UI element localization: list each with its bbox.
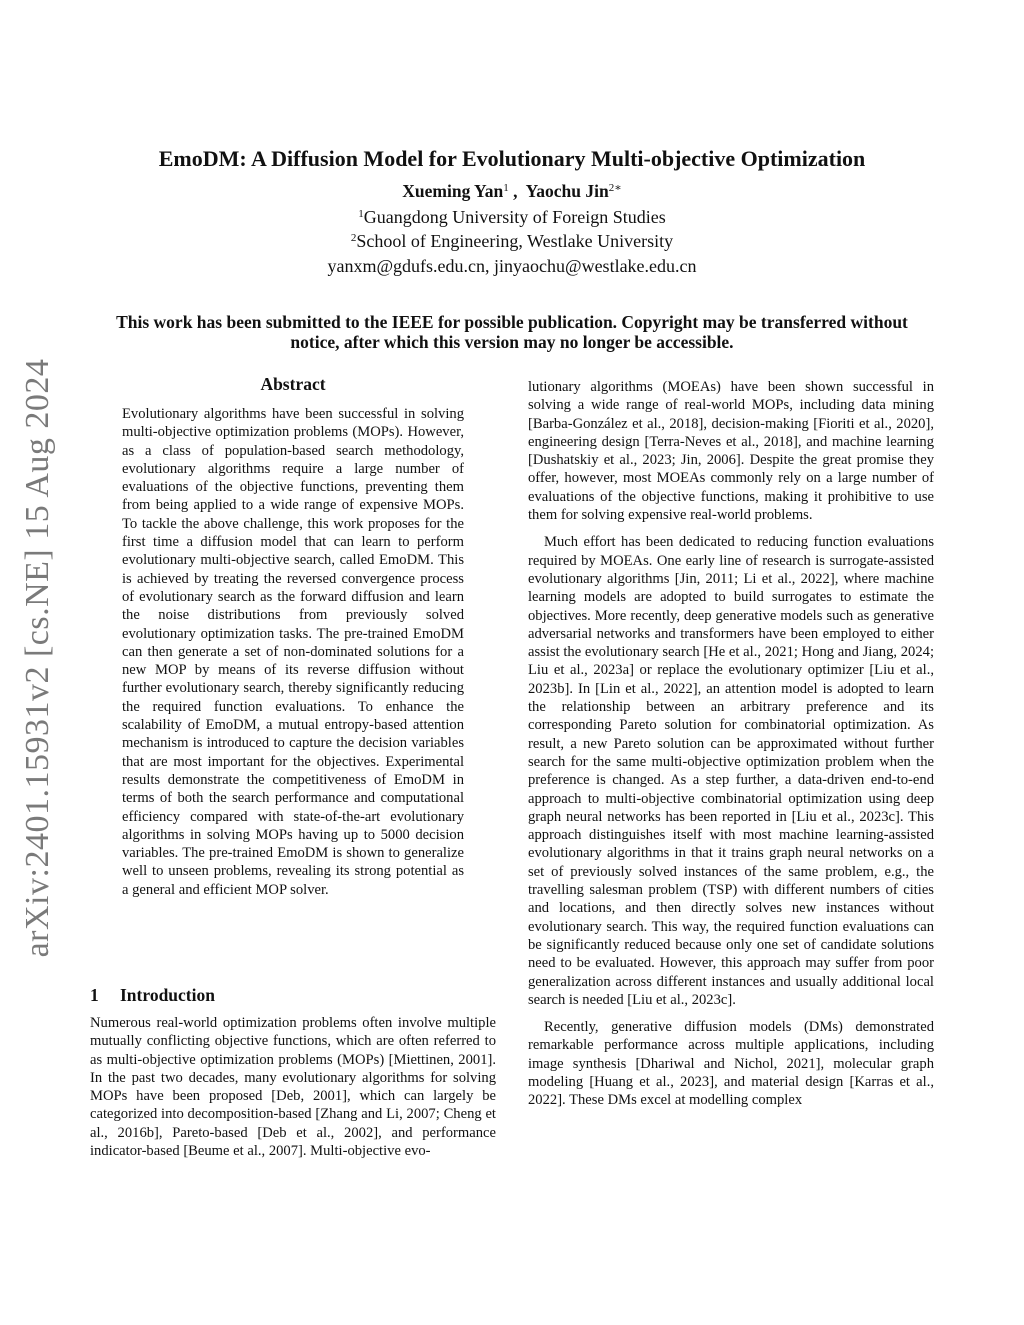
- affiliation: [90, 231, 934, 252]
- author-affil-marker: 1: [503, 182, 509, 194]
- arxiv-side-label: [8, 348, 68, 968]
- arxiv-identifier: arXiv:2401.15931v2 [cs.NE] 15 Aug 2024: [19, 358, 56, 958]
- right-column: [528, 378, 934, 1119]
- affiliation-text: School of Engineering, Westlake University: [356, 231, 674, 251]
- body-paragraph: Recently, generative diffusion models (DMs) demonstrated remarkable performance across multiple applications, including image synthesis [Dhariwal and Nichol, 2021], molecular graph modeling [Huang et al., 2023], and material design [Karras et al., 2022]. These DMs excel at modelling complex: [528, 1019, 934, 1109]
- section-number: 1: [90, 985, 99, 1005]
- section-title: Introduction: [120, 985, 215, 1005]
- author-line: [90, 181, 934, 202]
- body-paragraph: Much effort has been dedicated to reducing function evaluations required by MOEAs. One early line of research is surrogate-assisted evolutionary algorithms [Jin, 2011; Li et al., 2022], where machine learning models are adopted to build surrogates to estimate the objectives. More recently, deep generative models such as generative adversarial networks and transformers have been employed to either assist the evolutionary search [He et al., 2021; Hong and Jiang, 2024; Liu et al., 2023a] or replace the evolutionary optimizer [Liu et al., 2023b]. In [Lin et al., 2022], an attention model is adopted to learn the relationship between an arbitrary preference and its corresponding Pareto solution for combinatorial optimization. As result, a new Pareto solution can be approximated without further search for the same multi-objective optimization problem when the preference is changed. As a step further, a data-driven end-to-end approach to multi-objective combinatorial optimization using deep graph neural networks has been reported in [Liu et al., 2023c]. This approach distinguishes itself with most machine learning-assisted evolutionary algorithms in that it trains graph neural networks on a set of previously solved instances of the same problem, e.g., the travelling salesman problem (TSP) with different numbers of cities and locations, and then directly solves new instances without evolutionary search. This way, the required function evaluations can be significantly reduced because only one set of candidate solutions need to be evaluated. However, this approach may suffer from poor generalization across different instances and usually additional local search is needed [Liu et al., 2023c].: [528, 534, 934, 1008]
- author-affil-marker: 2∗: [608, 182, 622, 194]
- affiliation-marker: 1: [358, 208, 364, 220]
- author-separator: ,: [508, 181, 526, 201]
- body-paragraph: lutionary algorithms (MOEAs) have been shown successful in solving a wide range of real-world MOPs, including data mining [Barba-González et al., 2018], decision-making [Fioriti et al., 2020], engineering design [Terra-Neves et al., 2018], and machine learning [Dushatskiy et al., 2023; Jin, 2006]. Despite the great promise they offer, however, most MOEAs commonly rely on a large number of evaluations of the objective functions, making it prohibitive to use them for solving expensive real-world problems.: [528, 379, 934, 524]
- abstract-heading: Abstract: [260, 374, 326, 394]
- ieee-notice: This work has been submitted to the IEEE for possible publication. Copyright may be transferred without notice, after which this version may no longer be accessible.: [116, 312, 908, 352]
- abstract-text: Evolutionary algorithms have been successful in solving multi-objective optimization problems (MOPs). However, as a class of population-based search methodology, evolutionary algorithms require a large number of evaluations of the objective functions, preventing them from being applied to a wide range of expensive MOPs. To tackle the above challenge, this work proposes for the first time a diffusion model that can learn to perform evolutionary multi-objective search, called EmoDM. This is achieved by treating the reversed convergence process of evolutionary search as the forward diffusion and learn the noise distributions from previously solved evolutionary optimization tasks. The pre-trained EmoDM can then generate a set of non-dominated solutions for a new MOP by means of its reverse diffusion without further evolutionary search, thereby significantly reducing the required function evaluations. To enhance the scalability of EmoDM, a mutual entropy-based attention mechanism is introduced to capture the decision variables that are most important for the objectives. Experimental results demonstrate the competitiveness of EmoDM in terms of both the search performance and computational efficiency compared with state-of-the-art evolutionary algorithms in solving MOPs having up to 5000 decision variables. The pre-trained EmoDM is shown to generalize well to unseen problems, revealing its strong potential as a general and efficient MOP solver.: [122, 406, 464, 898]
- author-name: Yaochu Jin: [525, 181, 609, 201]
- affiliation: [90, 207, 934, 228]
- intro-paragraph: Numerous real-world optimization problems often involve multiple mutually conflicting objective functions, which are often referred to as multi-objective optimization problems (MOPs) [Miettinen, 2001]. In the past two decades, many evolutionary algorithms for solving MOPs have been proposed [Deb, 2001], which can largely be categorized into decomposition-based [Zhang and Li, 2007; Cheng et al., 2016b], Pareto-based [Deb et al., 2002], and performance indicator-based [Beume et al., 2007]. Multi-objective evo-: [90, 1015, 496, 1160]
- affiliation-text: Guangdong University of Foreign Studies: [363, 207, 666, 227]
- section-heading: [90, 985, 496, 1006]
- paper-title: EmoDM: A Diffusion Model for Evolutionary Multi-objective Optimization: [158, 146, 866, 171]
- author-name: Xueming Yan: [402, 181, 504, 201]
- author-emails: yanxm@gdufs.edu.cn, jinyaochu@westlake.edu.cn: [327, 256, 697, 276]
- affiliation-marker: 2: [350, 232, 357, 244]
